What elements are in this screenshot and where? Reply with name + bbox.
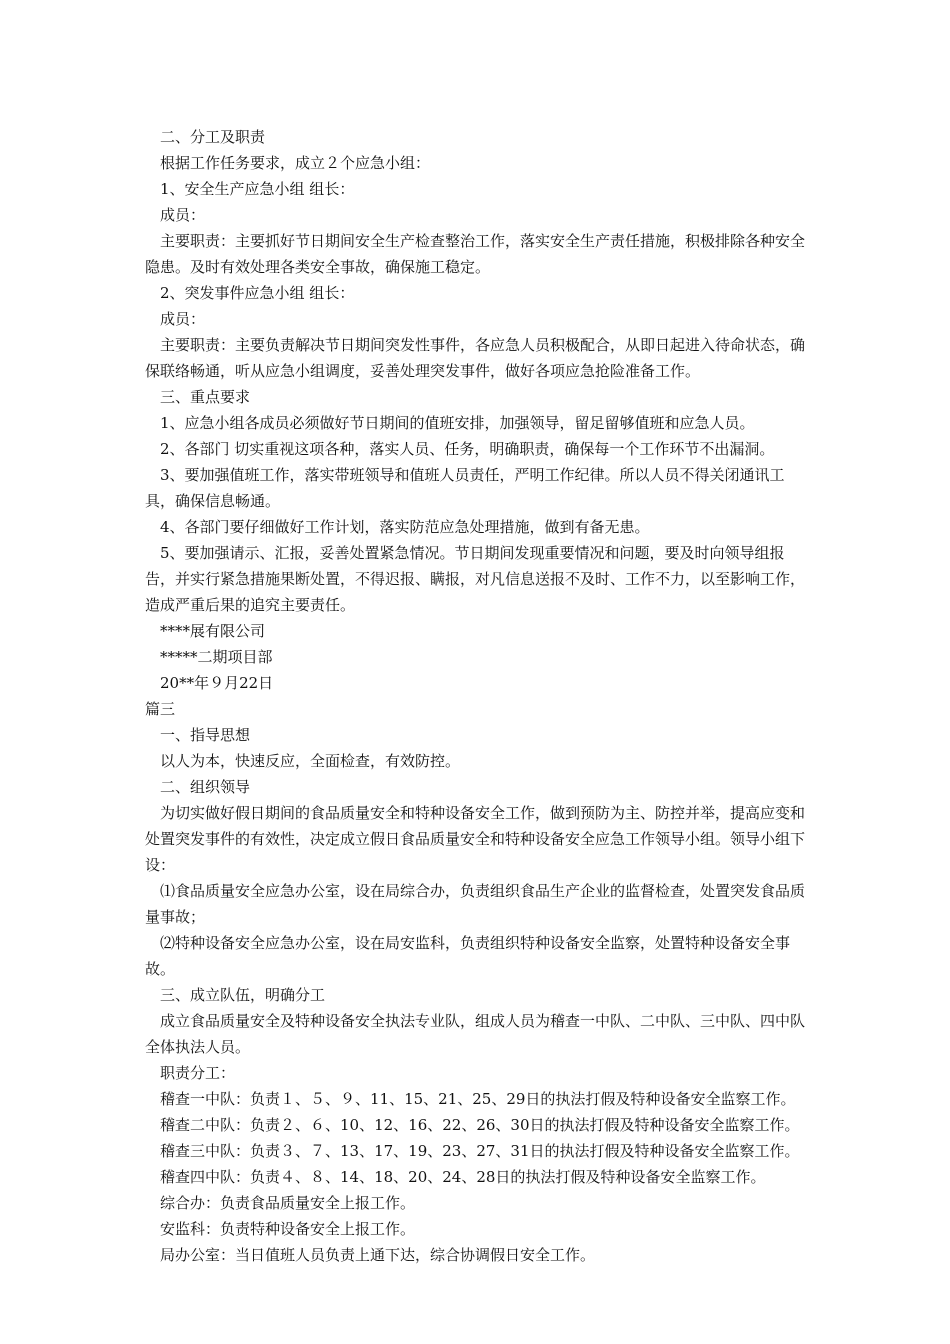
paragraph: 成立食品质量安全及特种设备安全执法专业队，组成人员为稽查一中队、二中队、三中队、四中队全体执法人员。 bbox=[145, 1012, 806, 1056]
paragraph: 主要职责：主要抓好节日期间安全生产检查整治工作，落实安全生产责任措施，积极排除各种安全隐患。及时有效处理各类安全事故，确保施工稳定。 bbox=[145, 232, 806, 276]
department-name: *****二期项目部 bbox=[160, 648, 273, 666]
list-item: ⑴食品质量安全应急办公室，设在局综合办，负责组织食品生产企业的监督检查，处置突发食品质量事故； bbox=[145, 882, 806, 926]
list-item: 1、安全生产应急小组 组长： bbox=[160, 180, 355, 198]
document-body bbox=[145, 124, 805, 1268]
list-item: 2、突发事件应急小组 组长： bbox=[160, 284, 355, 302]
duty-item: 安监科：负责特种设备安全上报工作。 bbox=[160, 1220, 416, 1238]
company-name: ****展有限公司 bbox=[160, 622, 266, 640]
paragraph: 成员： bbox=[160, 310, 206, 328]
duty-item: 稽查二中队：负责２、６、10、12、16、22、26、30日的执法打假及特种设备安全监察工作。 bbox=[160, 1116, 800, 1134]
paragraph: 成员： bbox=[160, 206, 206, 224]
paragraph: 根据工作任务要求，成立２个应急小组： bbox=[160, 154, 431, 172]
paragraph: 以人为本，快速反应，全面检查，有效防控。 bbox=[160, 752, 461, 770]
duty-item: 稽查三中队：负责３、７、13、17、19、23、27、31日的执法打假及特种设备安全监察工作。 bbox=[160, 1142, 800, 1160]
paragraph: 职责分工： bbox=[160, 1064, 236, 1082]
section-heading: 二、组织领导 bbox=[160, 778, 251, 796]
section-heading: 一、指导思想 bbox=[160, 726, 251, 744]
duty-item: 局办公室：当日值班人员负责上通下达，综合协调假日安全工作。 bbox=[160, 1246, 596, 1264]
duty-item: 稽查四中队：负责４、８、14、18、20、24、28日的执法打假及特种设备安全监察工作。 bbox=[160, 1168, 766, 1186]
list-item: 5、要加强请示、汇报，妥善处置紧急情况。节日期间发现重要情况和问题，要及时向领导组报告，并实行紧急措施果断处置，不得迟报、瞒报，对凡信息送报不及时、工作不力，以至影响工作，造成严重后果的追究主要责任。 bbox=[145, 544, 806, 614]
list-item: 1、应急小组各成员必须做好节日期间的值班安排，加强领导，留足留够值班和应急人员。 bbox=[160, 414, 755, 432]
chapter-title: 篇三 bbox=[145, 700, 176, 718]
section-heading: 三、重点要求 bbox=[160, 388, 251, 406]
list-item: 4、各部门要仔细做好工作计划，落实防范应急处理措施，做到有备无患。 bbox=[160, 518, 650, 536]
paragraph: 为切实做好假日期间的食品质量安全和特种设备安全工作，做到预防为主、防控并举，提高应变和处置突发事件的有效性，决定成立假日食品质量安全和特种设备安全应急工作领导小组。领导小组下设： bbox=[145, 804, 806, 874]
section-heading: 二、分工及职责 bbox=[160, 128, 266, 146]
document-date: 20**年９月22日 bbox=[160, 674, 274, 692]
duty-item: 综合办：负责食品质量安全上报工作。 bbox=[160, 1194, 416, 1212]
duty-item: 稽查一中队：负责１、５、９、11、15、21、25、29日的执法打假及特种设备安全监察工作。 bbox=[160, 1090, 796, 1108]
paragraph: 主要职责：主要负责解决节日期间突发性事件，各应急人员积极配合，从即日起进入待命状态，确保联络畅通，听从应急小组调度，妥善处理突发事件，做好各项应急抢险准备工作。 bbox=[145, 336, 806, 380]
list-item: 2、各部门 切实重视这项各种，落实人员、任务，明确职责，确保每一个工作环节不出漏洞。 bbox=[160, 440, 775, 458]
list-item: 3、要加强值班工作，落实带班领导和值班人员责任，严明工作纪律。所以人员不得关闭通讯工具，确保信息畅通。 bbox=[145, 466, 785, 510]
section-heading: 三、成立队伍，明确分工 bbox=[160, 986, 326, 1004]
list-item: ⑵特种设备安全应急办公室，设在局安监科，负责组织特种设备安全监察，处置特种设备安全事故。 bbox=[145, 934, 791, 978]
